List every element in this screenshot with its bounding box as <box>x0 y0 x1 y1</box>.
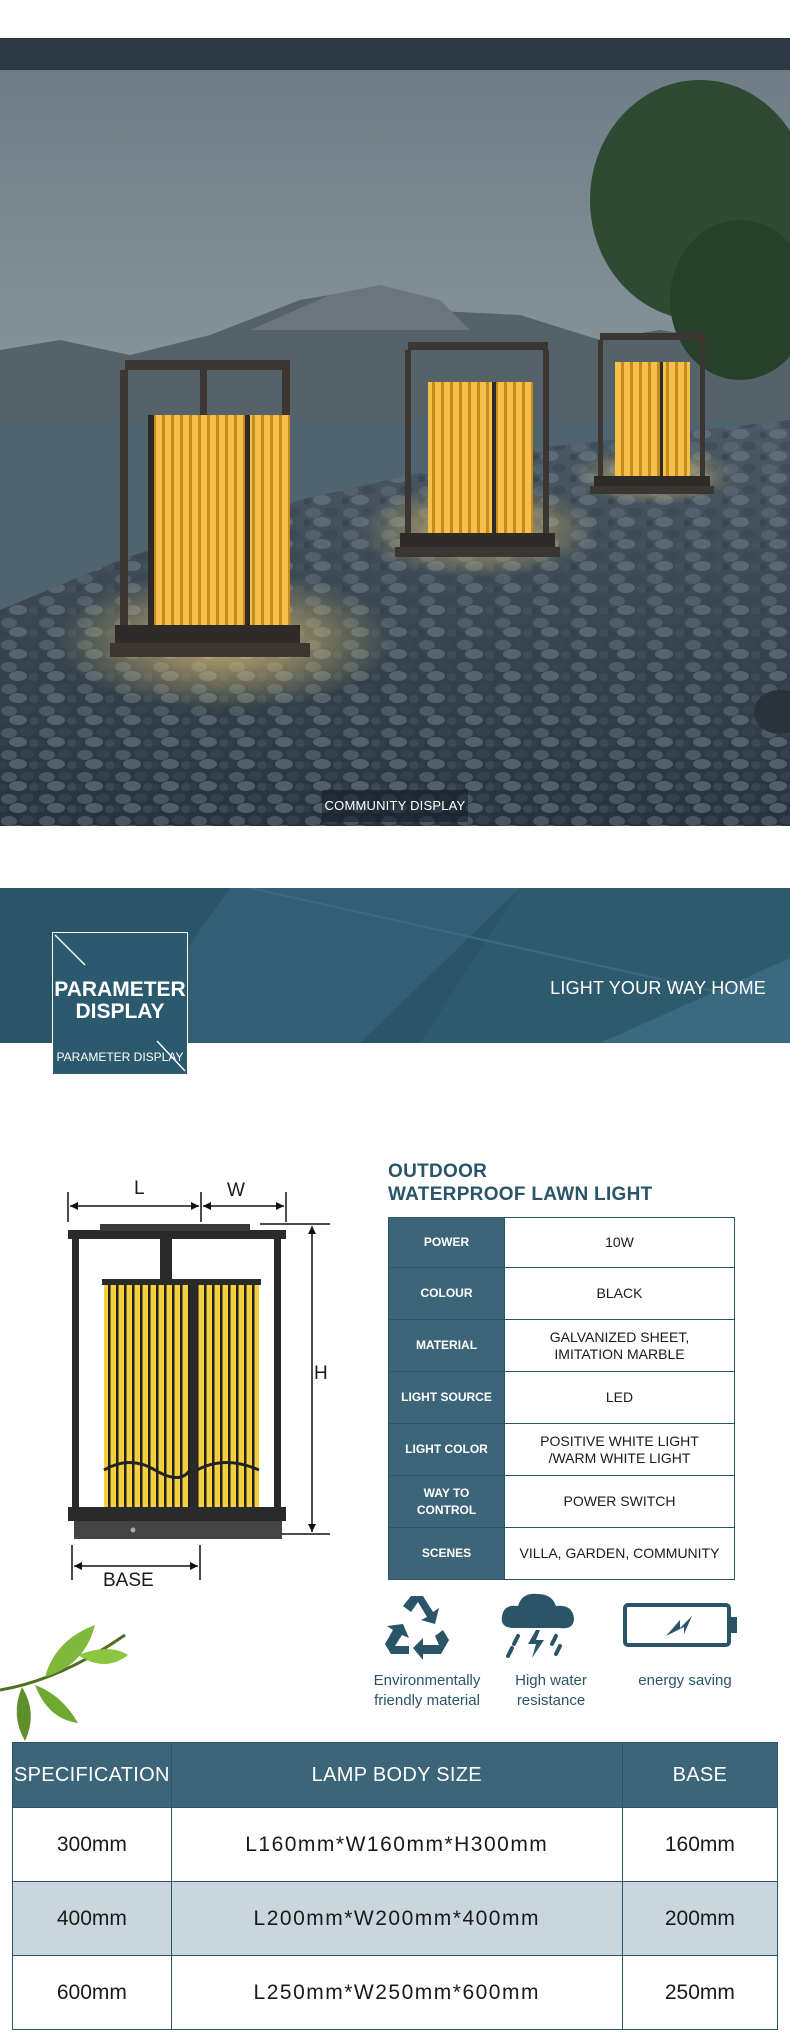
spec-key: LIGHT SOURCE <box>389 1372 505 1424</box>
hero-caption: COMMUNITY DISPLAY <box>322 790 468 822</box>
dimension-label-h: H <box>314 1363 328 1384</box>
parameter-title-line2: DISPLAY <box>75 1000 165 1023</box>
product-title <box>388 1160 653 1206</box>
leaf-decoration <box>0 1595 135 1745</box>
body-size-cell: L200mm*W200mm*400mm <box>171 1882 622 1956</box>
spec-row-light-color <box>389 1424 735 1476</box>
spec-row-scenes <box>389 1528 735 1580</box>
recycle-icon <box>381 1590 453 1662</box>
spec-value: LED <box>505 1372 735 1424</box>
spec-cell: 300mm <box>13 1808 172 1882</box>
feature-eco-line1: Environmentally <box>373 1672 481 1689</box>
spec-key: LIGHT COLOR <box>389 1424 505 1476</box>
spec-key: MATERIAL <box>389 1320 505 1372</box>
storm-cloud-icon <box>498 1590 578 1662</box>
table-row <box>13 1956 778 2030</box>
product-title-line1: OUTDOOR <box>388 1161 488 1182</box>
feature-water-line1: High water <box>515 1672 587 1689</box>
feature-eco-line2: friendly material <box>374 1692 480 1709</box>
spec-key: SCENES <box>389 1528 505 1580</box>
header-specification: SPECIFICATION <box>13 1743 172 1808</box>
spec-key: POWER <box>389 1218 505 1268</box>
dimension-label-w: W <box>227 1180 245 1201</box>
header-base: BASE <box>622 1743 777 1808</box>
hero-photo <box>0 0 790 826</box>
garden-lanterns-illustration <box>0 0 790 826</box>
parameter-title-line1: PARAMETER <box>54 978 186 1001</box>
base-cell: 160mm <box>622 1808 777 1882</box>
battery-icon <box>622 1600 740 1652</box>
spec-value: GALVANIZED SHEET, IMITATION MARBLE <box>505 1320 735 1372</box>
spec-row-material <box>389 1320 735 1372</box>
feature-eco <box>362 1671 492 1711</box>
size-table <box>12 1742 778 2030</box>
spec-key: WAY TO CONTROL <box>389 1476 505 1528</box>
feature-water <box>487 1671 615 1711</box>
parameter-title <box>52 979 188 1023</box>
feature-energy <box>620 1671 750 1691</box>
spec-value: POSITIVE WHITE LIGHT /WARM WHITE LIGHT <box>505 1424 735 1476</box>
body-size-cell: L250mm*W250mm*600mm <box>171 1956 622 2030</box>
body-size-cell: L160mm*W160mm*H300mm <box>171 1808 622 1882</box>
banner-slogan: LIGHT YOUR WAY HOME <box>550 978 766 998</box>
spec-value: POWER SWITCH <box>505 1476 735 1528</box>
size-table-header <box>13 1743 778 1808</box>
spec-value: VILLA, GARDEN, COMMUNITY <box>505 1528 735 1580</box>
parameter-subtitle: PARAMETER DISPLAY <box>56 1050 184 1064</box>
feature-energy-line1: energy saving <box>638 1672 732 1689</box>
table-row <box>13 1808 778 1882</box>
base-cell: 200mm <box>622 1882 777 1956</box>
spec-value: 10W <box>505 1218 735 1268</box>
dimension-label-base: BASE <box>103 1570 154 1591</box>
dimension-diagram <box>60 1170 350 1600</box>
table-row <box>13 1882 778 1956</box>
feature-water-line2: resistance <box>516 1692 586 1709</box>
spec-table <box>388 1217 735 1580</box>
spec-cell: 400mm <box>13 1882 172 1956</box>
spec-row-colour <box>389 1268 735 1320</box>
header-lamp-body-size: LAMP BODY SIZE <box>171 1743 622 1808</box>
spec-value: BLACK <box>505 1268 735 1320</box>
lamp-outline <box>68 1224 286 1539</box>
spec-row-control <box>389 1476 735 1528</box>
product-title-line2: WATERPROOF LAWN LIGHT <box>388 1184 653 1205</box>
spec-key: COLOUR <box>389 1268 505 1320</box>
spec-row-light-source <box>389 1372 735 1424</box>
base-cell: 250mm <box>622 1956 777 2030</box>
spec-row-power <box>389 1218 735 1268</box>
spec-cell: 600mm <box>13 1956 172 2030</box>
dimension-label-l: L <box>134 1178 145 1199</box>
